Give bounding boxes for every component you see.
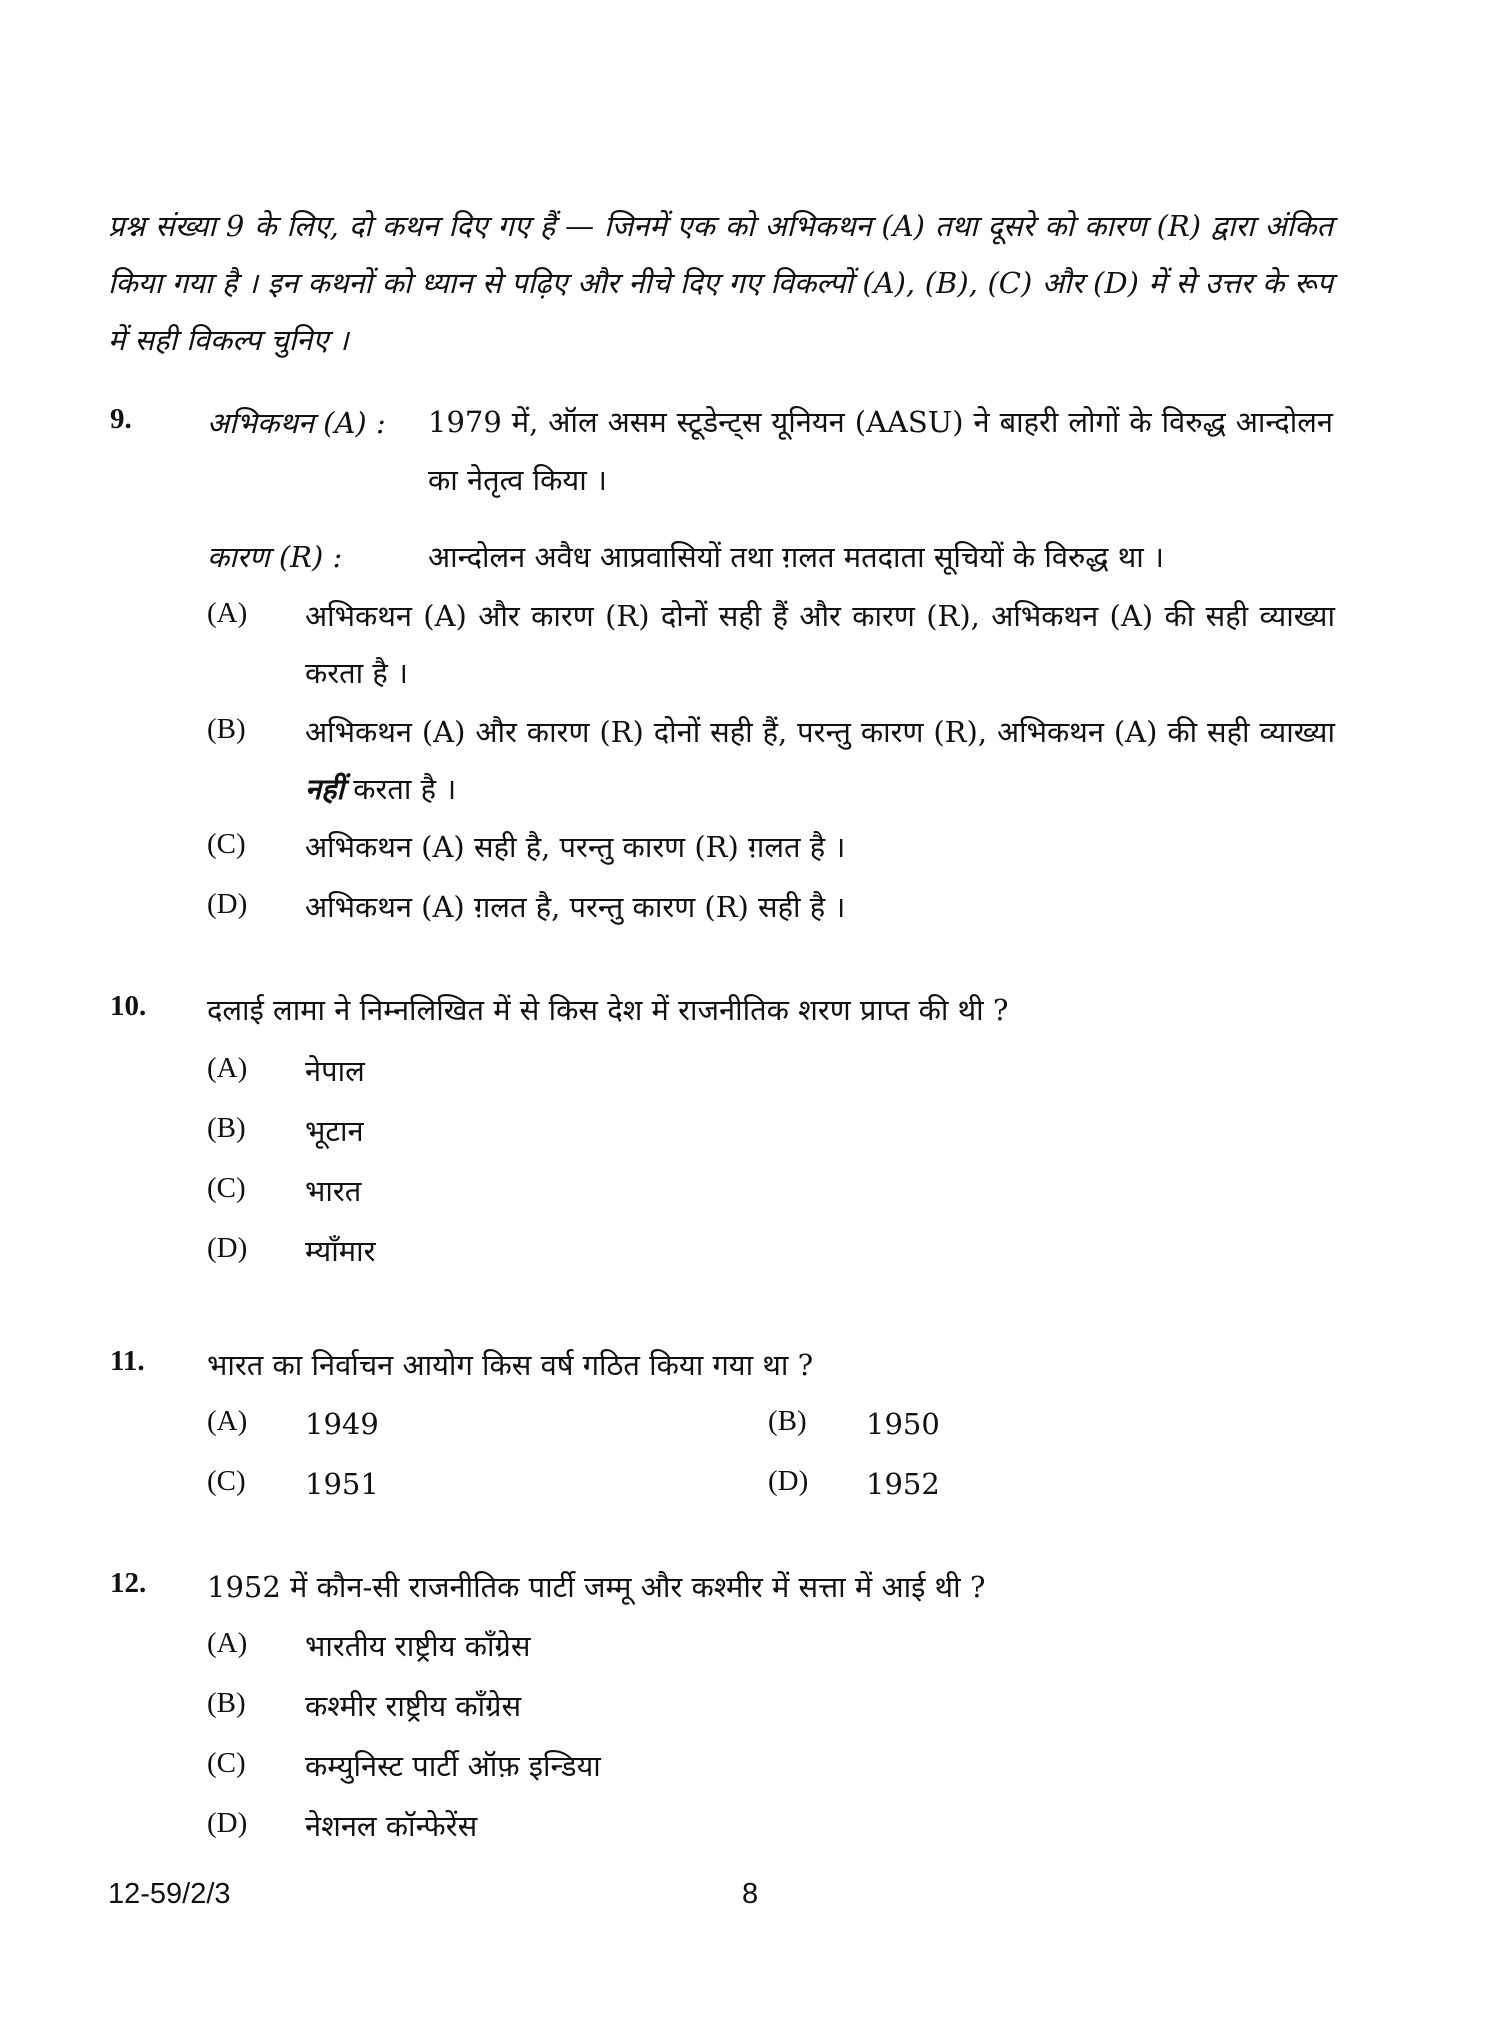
question-text: दलाई लामा ने निम्नलिखित में से किस देश में राजनीतिक शरण प्राप्त की थी ? bbox=[207, 993, 1009, 1027]
option-letter: (C) bbox=[207, 1465, 246, 1497]
option-b-text bbox=[305, 704, 1335, 818]
question-number: 9. bbox=[110, 403, 132, 435]
paper-code: 12-59/2/3 bbox=[108, 1878, 231, 1910]
question-number: 11. bbox=[110, 1345, 145, 1377]
option-letter: (C) bbox=[207, 1747, 246, 1779]
option-text: कम्युनिस्ट पार्टी ऑफ़ इन्डिया bbox=[305, 1749, 601, 1783]
option-text: कश्मीर राष्ट्रीय कॉंग्रेस bbox=[305, 1689, 522, 1723]
question-number: 10. bbox=[110, 990, 147, 1022]
option-a-text: अभिकथन (A) और कारण (R) दोनों सही हैं और कारण (R), अभिकथन (A) की सही व्याख्या करता है । bbox=[305, 599, 1335, 690]
reason-label: कारण (R) : bbox=[207, 540, 343, 574]
assertion-label: अभिकथन (A) : bbox=[207, 406, 386, 440]
option-letter: (C) bbox=[207, 828, 246, 860]
option-b-text-post: करता है । bbox=[353, 772, 457, 806]
assertion-text: 1979 में, ऑल असम स्टूडेन्ट्स यूनियन (AASU) ने बाहरी लोगों के विरुद्ध आन्दोलन का नेतृत्व किया । bbox=[428, 405, 1333, 497]
option-text: 1952 bbox=[866, 1467, 940, 1501]
page-number: 8 bbox=[742, 1878, 759, 1910]
option-letter: (B) bbox=[207, 1112, 246, 1144]
option-text: भारत bbox=[305, 1174, 362, 1208]
option-text: म्याँमार bbox=[305, 1234, 376, 1268]
option-c-text: अभिकथन (A) सही है, परन्तु कारण (R) ग़लत है । bbox=[305, 830, 846, 864]
option-letter: (A) bbox=[207, 1052, 248, 1084]
option-letter: (D) bbox=[207, 1807, 248, 1839]
option-letter: (C) bbox=[207, 1172, 246, 1204]
option-text: भूटान bbox=[305, 1114, 364, 1148]
option-text: 1950 bbox=[866, 1407, 940, 1441]
option-letter: (B) bbox=[768, 1405, 807, 1437]
option-letter: (D) bbox=[207, 888, 248, 920]
option-b-text-pre: अभिकथन (A) और कारण (R) दोनों सही हैं, परन्तु कारण (R), अभिकथन (A) की सही व्याख्या bbox=[305, 715, 1335, 749]
option-d-text: अभिकथन (A) ग़लत है, परन्तु कारण (R) सही है । bbox=[305, 890, 846, 924]
question-number: 12. bbox=[110, 1567, 147, 1599]
option-letter: (A) bbox=[207, 1405, 248, 1437]
option-letter: (B) bbox=[207, 1687, 246, 1719]
option-letter: (A) bbox=[207, 597, 248, 629]
option-text: नेशनल कॉन्फेरेंस bbox=[305, 1809, 478, 1843]
option-text: 1949 bbox=[305, 1407, 379, 1441]
reason-text: आन्दोलन अवैध आप्रवासियों तथा ग़लत मतदाता सूचियों के विरुद्ध था । bbox=[428, 540, 1165, 574]
question-text: 1952 में कौन-सी राजनीतिक पार्टी जम्मू और कश्मीर में सत्ता में आई थी ? bbox=[207, 1570, 986, 1604]
instructions-paragraph: प्रश्न संख्या 9 के लिए, दो कथन दिए गए हैं — जिनमें एक को अभिकथन (A) तथा दूसरे को कारण (R) द्वारा अंकित किया गया है । इन कथनों को ध्यान से पढ़िए और नीचे दिए गए विकल्पों (A), (B), (C) और (D) में से उत्तर के रूप में सही विकल्प चुनिए । bbox=[108, 209, 1333, 357]
option-text: 1951 bbox=[305, 1467, 379, 1501]
option-letter: (B) bbox=[207, 713, 246, 745]
question-text: भारत का निर्वाचन आयोग किस वर्ष गठित किया गया था ? bbox=[207, 1348, 814, 1382]
option-letter: (A) bbox=[207, 1627, 248, 1659]
option-letter: (D) bbox=[207, 1232, 248, 1264]
option-text: नेपाल bbox=[305, 1054, 365, 1088]
emphasis-not: नहीं bbox=[305, 772, 345, 806]
option-text: भारतीय राष्ट्रीय कॉंग्रेस bbox=[305, 1629, 531, 1663]
option-letter: (D) bbox=[768, 1465, 809, 1497]
